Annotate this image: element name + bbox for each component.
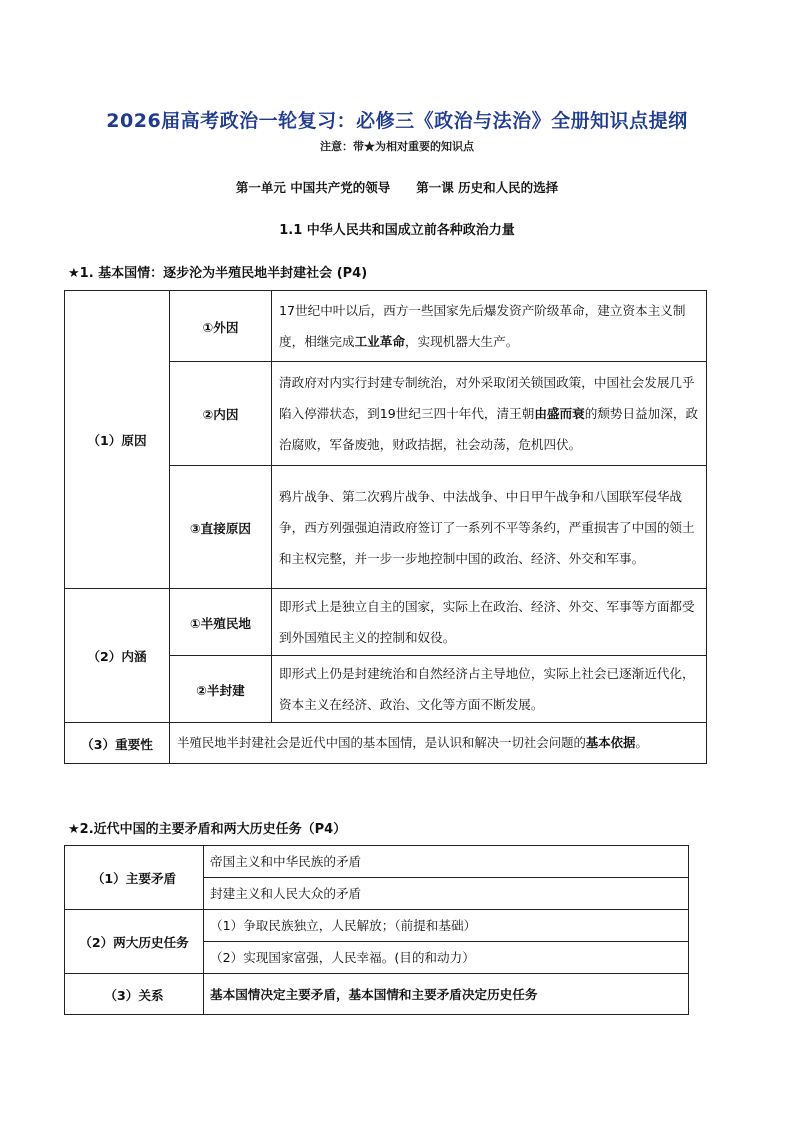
contradiction-item: 封建主义和人民大众的矛盾 [204, 878, 689, 910]
direct-cause-label: ③直接原因 [170, 466, 272, 589]
relation-text: 基本国情决定主要矛盾，基本国情和主要矛盾决定历史任务 [204, 974, 689, 1015]
table-row [65, 846, 689, 878]
semi-colonial-label: ①半殖民地 [170, 589, 272, 656]
importance-note: 注意：带★为相对重要的知识点 [320, 140, 474, 153]
importance-text: 半殖民地半封建社会是近代中国的基本国情，是认识和解决一切社会问题的基本依据。 [170, 723, 707, 764]
table-row [65, 589, 707, 656]
foreign-cause-text: 17世纪中叶以后，西方一些国家先后爆发资产阶级革命，建立资本主义制度，相继完成工业革命，实现机器大生产。 [272, 291, 707, 362]
national-conditions-table [64, 290, 707, 764]
relation-label: （3）关系 [65, 974, 204, 1015]
topic-1-heading: ★1. 基本国情：逐步沦为半殖民地半封建社会 (P4) [68, 266, 368, 281]
lesson-title: 第一课 历史和人民的选择 [416, 180, 559, 195]
importance-label: （3）重要性 [65, 723, 170, 764]
task-item: （1）争取民族独立，人民解放；（前提和基础） [204, 910, 689, 942]
topic-2-heading: ★2.近代中国的主要矛盾和两大历史任务（P4） [68, 822, 347, 837]
semi-feudal-label: ②半封建 [170, 656, 272, 723]
foreign-cause-label: ①外因 [170, 291, 272, 362]
table-row [65, 723, 707, 764]
table-row [65, 974, 689, 1015]
contradictions-tasks-table [64, 845, 689, 1015]
table-row [65, 910, 689, 942]
unit-lesson-line [0, 178, 794, 196]
document-title: 2026届高考政治一轮复习：必修三《政治与法治》全册知识点提纲 [106, 110, 688, 132]
historical-tasks-label: （2）两大历史任务 [65, 910, 204, 974]
internal-cause-text: 清政府对内实行封建专制统治，对外采取闭关锁国政策，中国社会发展几乎陷入停滞状态，到19世纪三四十年代，清王朝由盛而衰的颓势日益加深，政治腐败，军备废弛，财政拮据，社会动荡，危机四伏。 [272, 362, 707, 466]
cause-label: （1）原因 [65, 291, 170, 589]
section-title: 1.1 中华人民共和国成立前各种政治力量 [279, 223, 515, 238]
meaning-label: （2）内涵 [65, 589, 170, 723]
semi-feudal-text: 即形式上仍是封建统治和自然经济占主导地位，实际上社会已逐渐近代化，资本主义在经济、政治、文化等方面不断发展。 [272, 656, 707, 723]
main-contradiction-label: （1）主要矛盾 [65, 846, 204, 910]
task-item: （2）实现国家富强，人民幸福。(目的和动力） [204, 942, 689, 974]
semi-colonial-text: 即形式上是独立自主的国家，实际上在政治、经济、外交、军事等方面都受到外国殖民主义的控制和奴役。 [272, 589, 707, 656]
internal-cause-label: ②内因 [170, 362, 272, 466]
contradiction-item: 帝国主义和中华民族的矛盾 [204, 846, 689, 878]
table-row [65, 291, 707, 362]
direct-cause-text: 鸦片战争、第二次鸦片战争、中法战争、中日甲午战争和八国联军侵华战争，西方列强强迫清政府签订了一系列不平等条约，严重损害了中国的领土和主权完整，并一步一步地控制中国的政治、经济、外交和军事。 [272, 466, 707, 589]
unit-title: 第一单元 中国共产党的领导 [235, 180, 391, 195]
